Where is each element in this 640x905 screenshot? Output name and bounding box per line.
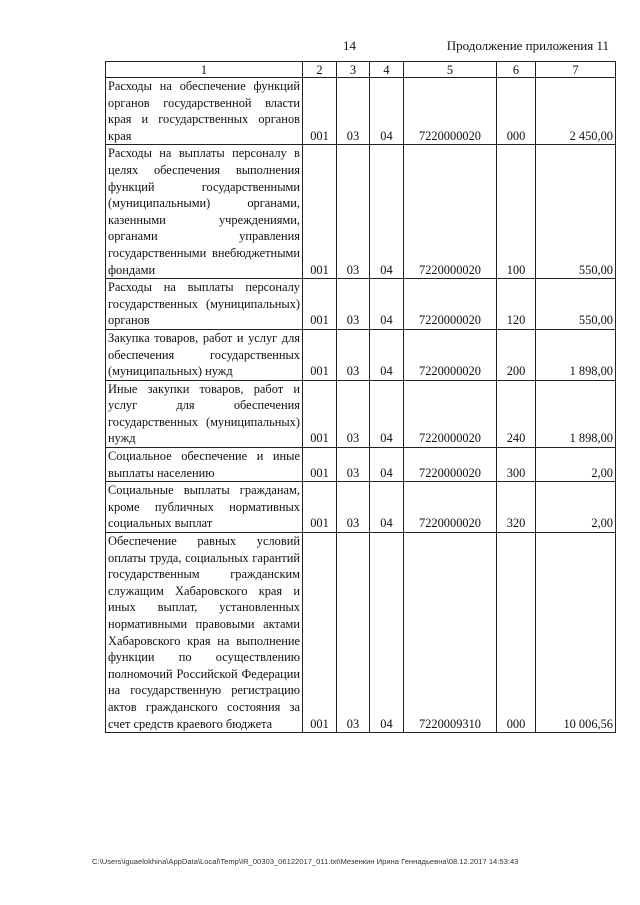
table-row <box>106 380 616 447</box>
section-code: 03 <box>337 279 370 330</box>
expense-name: Иные закупки товаров, работ и услуг для обеспечения государственных (муниципальных) нужд <box>106 380 303 447</box>
target-article-code: 7220000020 <box>404 145 497 279</box>
section-code: 03 <box>337 482 370 533</box>
target-article-code: 7220000020 <box>404 279 497 330</box>
ministry-code: 001 <box>303 482 337 533</box>
expense-name: Социальные выплаты гражданам, кроме публичных нормативных социальных выплат <box>106 482 303 533</box>
expense-type-code: 100 <box>497 145 536 279</box>
subsection-code: 04 <box>370 329 404 380</box>
table-row <box>106 482 616 533</box>
subsection-code: 04 <box>370 448 404 482</box>
expense-name: Социальное обеспечение и иные выплаты населению <box>106 448 303 482</box>
subsection-code: 04 <box>370 380 404 447</box>
amount: 2,00 <box>536 482 616 533</box>
column-header: 4 <box>370 62 404 78</box>
amount: 550,00 <box>536 145 616 279</box>
subsection-code: 04 <box>370 482 404 533</box>
table-row <box>106 448 616 482</box>
section-code: 03 <box>337 78 370 145</box>
expense-type-code: 240 <box>497 380 536 447</box>
ministry-code: 001 <box>303 279 337 330</box>
expense-type-code: 320 <box>497 482 536 533</box>
subsection-code: 04 <box>370 533 404 733</box>
table-row <box>106 145 616 279</box>
expense-type-code: 120 <box>497 279 536 330</box>
section-code: 03 <box>337 448 370 482</box>
ministry-code: 001 <box>303 448 337 482</box>
file-path-footer: C:\Users\iguaelokhina\AppData\Local\Temp\IR_00303_06122017_011.txt\Мезенкин Ирина Геннадьевна\08.12.2017 14:53:43 <box>92 857 519 866</box>
subsection-code: 04 <box>370 279 404 330</box>
appendix-continuation: Продолжение приложения 11 <box>446 38 609 53</box>
column-header: 3 <box>337 62 370 78</box>
subsection-code: 04 <box>370 78 404 145</box>
expense-name: Расходы на выплаты персоналу государственных (муниципальных) органов <box>106 279 303 330</box>
amount: 1 898,00 <box>536 329 616 380</box>
expense-name: Расходы на обеспечение функций органов государственной власти края и государственных органов края <box>106 78 303 145</box>
column-header: 1 <box>106 62 303 78</box>
target-article-code: 7220000020 <box>404 380 497 447</box>
target-article-code: 7220000020 <box>404 329 497 380</box>
table-row <box>106 533 616 733</box>
column-header: 6 <box>497 62 536 78</box>
ministry-code: 001 <box>303 78 337 145</box>
ministry-code: 001 <box>303 329 337 380</box>
column-header: 2 <box>303 62 337 78</box>
ministry-code: 001 <box>303 145 337 279</box>
expense-name: Обеспечение равных условий оплаты труда, социальных гарантий государственным гражданским служащим Хабаровского края и иных выплат, установленных нормативными правовыми актами Хабаровского края на выполнение функции по осуществлению полномочий Российской Федерации на государственную регистрацию актов гражданского состояния за счет средств краевого бюджета <box>106 533 303 733</box>
amount: 2,00 <box>536 448 616 482</box>
target-article-code: 7220000020 <box>404 448 497 482</box>
section-code: 03 <box>337 145 370 279</box>
expense-type-code: 200 <box>497 329 536 380</box>
table-row <box>106 279 616 330</box>
target-article-code: 7220000020 <box>404 78 497 145</box>
expense-name: Закупка товаров, работ и услуг для обеспечения государственных (муниципальных) нужд <box>106 329 303 380</box>
budget-table <box>105 61 616 733</box>
section-code: 03 <box>337 329 370 380</box>
expense-type-code: 300 <box>497 448 536 482</box>
subsection-code: 04 <box>370 145 404 279</box>
ministry-code: 001 <box>303 533 337 733</box>
amount: 1 898,00 <box>536 380 616 447</box>
section-code: 03 <box>337 380 370 447</box>
column-number-row <box>106 62 616 78</box>
section-code: 03 <box>337 533 370 733</box>
amount: 10 006,56 <box>536 533 616 733</box>
expense-name: Расходы на выплаты персоналу в целях обеспечения выполнения функций государственными (муниципальными) органами, казенными учреждениями, органами управления государственными внебюджетными фондами <box>106 145 303 279</box>
expense-type-code: 000 <box>497 533 536 733</box>
column-header: 5 <box>404 62 497 78</box>
amount: 550,00 <box>536 279 616 330</box>
table-row <box>106 78 616 145</box>
column-header: 7 <box>536 62 616 78</box>
amount: 2 450,00 <box>536 78 616 145</box>
target-article-code: 7220009310 <box>404 533 497 733</box>
page-number: 14 <box>343 38 356 53</box>
expense-type-code: 000 <box>497 78 536 145</box>
table-row <box>106 329 616 380</box>
target-article-code: 7220000020 <box>404 482 497 533</box>
ministry-code: 001 <box>303 380 337 447</box>
